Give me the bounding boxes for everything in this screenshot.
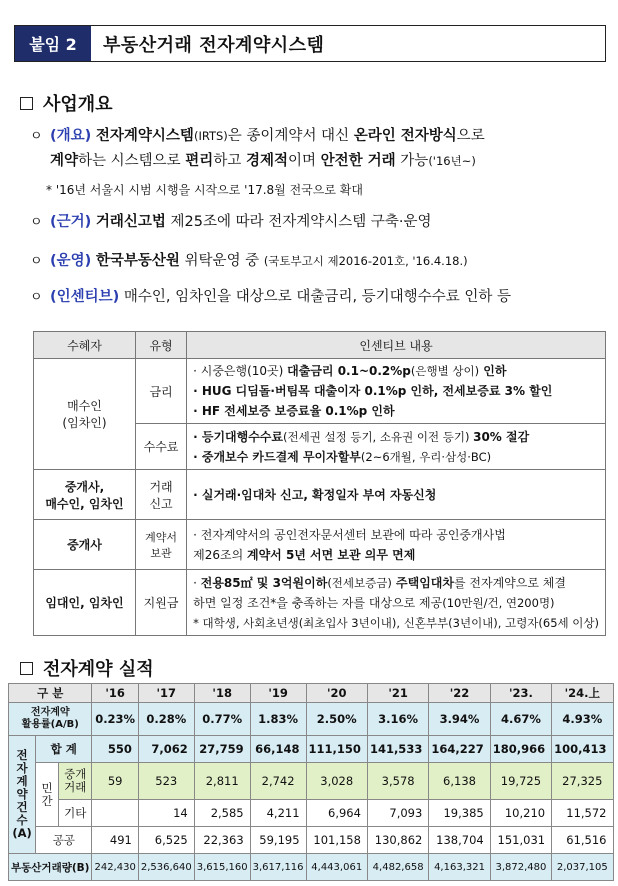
text-run: 대출금리 0.1~0.2%p [287, 364, 411, 378]
bullet-label: (개요) [50, 128, 92, 144]
text-run: · 중개보수 카드결제 무이자할부 [193, 449, 361, 464]
year-cell: '17 [138, 684, 194, 703]
table-row-volume [9, 854, 614, 881]
section-title: 사업개요 [43, 94, 113, 115]
text-run: 주택임대차 [391, 575, 454, 590]
broker-cell: 3,578 [367, 763, 428, 800]
text-run: 은 종이계약서 대신 [227, 128, 354, 144]
public-cell: 6,525 [138, 827, 194, 854]
text-run: 를 전자계약으로 체결 [453, 575, 566, 590]
content-line [193, 381, 599, 401]
volume-cell: 3,872,480 [490, 854, 551, 881]
section-results-heading [20, 655, 154, 681]
overview-text-cont [50, 153, 476, 169]
table-row-total [9, 736, 614, 763]
text-run: 위탁운영 중 [179, 253, 264, 269]
bullet-label: (인센티브) [50, 289, 120, 305]
broker-cell: 6,138 [429, 763, 490, 800]
public-cell: 59,195 [250, 827, 306, 854]
other-cell [92, 800, 138, 827]
year-cell: '24.上 [552, 684, 613, 703]
section-overview-heading [20, 90, 113, 116]
text-run: 하면 일정 조건*을 충족하는 자를 대상으로 제공 [193, 595, 443, 610]
content-line [193, 427, 599, 447]
volume-cell: 4,443,061 [306, 854, 367, 881]
rate-cell: 1.83% [250, 703, 306, 736]
text-run: · 시중은행(10곳) [193, 364, 288, 378]
circle-bullet-icon: ㅇ [30, 290, 43, 305]
circle-bullet-icon: ㅇ [30, 129, 43, 144]
broker-cell: 2,742 [250, 763, 306, 800]
volume-cell: 4,163,321 [429, 854, 490, 881]
text-run: 인하 [479, 364, 507, 378]
text-run: (은행별 상이) [410, 364, 480, 378]
col-header-content: 인센티브 내용 [187, 332, 606, 359]
text-run: 제25조에 따라 전자계약시스템 구축·운영 [165, 214, 432, 230]
text-run: · [193, 575, 201, 590]
public-cell: 130,862 [367, 827, 428, 854]
year-cell: '23. [490, 684, 551, 703]
broker-cell: 19,725 [490, 763, 551, 800]
text-run: 전자계약시스템 [95, 128, 194, 144]
overview-line1 [30, 124, 615, 149]
text-run: · 등기대행수수료 [193, 429, 283, 444]
public-cell: 101,158 [306, 827, 367, 854]
text-run: (전세권 설정 등기, 소유권 이전 등기) [283, 429, 474, 444]
public-cell: 491 [92, 827, 138, 854]
volume-cell: 3,617,116 [250, 854, 306, 881]
text-run: 전용85㎡ 및 3억원이하 [200, 575, 328, 590]
rate-cell: 3.16% [367, 703, 428, 736]
broker-cell: 3,028 [306, 763, 367, 800]
total-label: 합 계 [36, 736, 92, 763]
content-line [193, 573, 599, 593]
broker-cell: 27,325 [552, 763, 613, 800]
total-cell: 27,759 [194, 736, 250, 763]
count-label: 전자 계약 건수 (A) [9, 736, 36, 854]
beneficiary-buyer: 매수인 (임차인) [34, 359, 136, 470]
content-line [193, 485, 599, 505]
text-run: 하는 시스템으로 [78, 153, 186, 169]
content-line [193, 447, 599, 467]
total-cell: 180,966 [490, 736, 551, 763]
table-row-broker [9, 763, 614, 800]
other-cell: 2,585 [194, 800, 250, 827]
rate-cell: 0.23% [92, 703, 138, 736]
total-cell: 141,533 [367, 736, 428, 763]
text-run: (국토부고시 제2016-201호, '16.4.18.) [263, 254, 468, 268]
other-cell: 19,385 [429, 800, 490, 827]
overview-text [96, 128, 485, 144]
text-run: 으로 [456, 128, 485, 144]
results-table [8, 683, 614, 881]
public-cell: 61,516 [552, 827, 613, 854]
text-run: 안전한 거래 [320, 153, 396, 169]
other-cell: 4,211 [250, 800, 306, 827]
type-support: 지원금 [135, 570, 186, 636]
square-bullet-icon [20, 662, 33, 675]
other-label: 기타 [59, 800, 92, 827]
col-header-type: 유형 [135, 332, 186, 359]
beneficiary-broker: 중개사 [34, 520, 136, 570]
overview-line2 [30, 149, 618, 174]
circle-bullet-icon: ㅇ [30, 215, 43, 230]
rate-cell: 0.77% [194, 703, 250, 736]
other-cell: 11,572 [552, 800, 613, 827]
text-run: 계약 [50, 153, 79, 169]
header-label: 구 분 [9, 684, 92, 703]
square-bullet-icon [20, 97, 33, 110]
report-content [187, 470, 606, 520]
text-run: ('16년~) [428, 154, 476, 168]
volume-cell: 4,482,658 [367, 854, 428, 881]
volume-cell: 3,615,160 [194, 854, 250, 881]
text-run: 30% 절감 [473, 429, 530, 444]
other-cell: 10,210 [490, 800, 551, 827]
fee-content [187, 424, 606, 470]
incentive-line [30, 285, 615, 310]
basis-line [30, 210, 615, 235]
other-cell: 6,964 [306, 800, 367, 827]
volume-cell: 242,430 [92, 854, 138, 881]
type-fee: 수수료 [135, 424, 186, 470]
public-label: 공공 [36, 827, 92, 854]
year-cell: '21 [367, 684, 428, 703]
text-run: 하고 [213, 153, 246, 169]
content-line [193, 613, 599, 633]
bullet-label: (근거) [50, 214, 92, 230]
public-cell: 138,704 [429, 827, 490, 854]
text-run: (전세보증금) [327, 575, 392, 590]
text-run: (IRTS) [193, 129, 228, 143]
beneficiary-landlord: 임대인, 임차인 [34, 570, 136, 636]
text-run: 거래신고법 [95, 214, 166, 230]
broker-cell: 59 [92, 763, 138, 800]
year-cell: '22 [429, 684, 490, 703]
content-line [193, 401, 599, 421]
text-run: (10만원/건, 연200명) [442, 595, 555, 610]
rate-cell: 3.94% [429, 703, 490, 736]
table-row-public [9, 827, 614, 854]
text-run: · 전자계약서의 공인전자문서센터 보관에 따라 공인중개사법 [193, 527, 506, 542]
incentive-text [124, 289, 511, 305]
page-title: 부동산거래 전자계약시스템 [103, 34, 325, 56]
text-run: 한국부동산원 [95, 253, 180, 269]
type-rate: 금리 [135, 359, 186, 424]
public-cell: 151,031 [490, 827, 551, 854]
attachment-tag: 붙임 2 [15, 26, 91, 61]
attachment-header [14, 25, 606, 62]
year-cell: '19 [250, 684, 306, 703]
text-run: (2~6개월, 우리·삼성·BC) [360, 449, 492, 464]
rate-cell: 4.93% [552, 703, 613, 736]
rate-cell: 2.50% [306, 703, 367, 736]
year-cell: '20 [306, 684, 367, 703]
text-run: 이며 [287, 153, 321, 169]
public-cell: 22,363 [194, 827, 250, 854]
total-cell: 164,227 [429, 736, 490, 763]
total-cell: 7,062 [138, 736, 194, 763]
bullet-label: (운영) [50, 253, 92, 269]
circle-bullet-icon: ㅇ [30, 254, 43, 269]
broker-label: 중개 거래 [59, 763, 92, 800]
volume-label: 부동산거래량(B) [9, 854, 92, 881]
total-cell: 100,413 [552, 736, 613, 763]
section-title: 전자계약 실적 [43, 659, 154, 680]
keep-content [187, 520, 606, 570]
text-run: 편리 [185, 153, 214, 169]
broker-cell: 2,811 [194, 763, 250, 800]
table-row-header [9, 684, 614, 703]
volume-cell: 2,037,105 [552, 854, 613, 881]
other-cell: 7,093 [367, 800, 428, 827]
text-run: · HF 전세보증 보증료율 0.1%p 인하 [193, 404, 395, 418]
text-run: 가능 [395, 153, 429, 169]
content-line [193, 545, 599, 565]
support-content [187, 570, 606, 636]
year-cell: '18 [194, 684, 250, 703]
content-line [193, 525, 599, 545]
rate-cell: 4.67% [490, 703, 551, 736]
private-label: 민 간 [36, 763, 59, 827]
text-run: 계약서 5년 서면 보관 의무 면제 [246, 547, 416, 562]
text-run: 제26조의 [193, 547, 247, 562]
type-keep: 계약서 보관 [135, 520, 186, 570]
rate-label: 전자계약 활용률(A/B) [9, 703, 92, 736]
text-run: 경제적 [245, 153, 288, 169]
content-line [193, 593, 599, 613]
table-row-rate [9, 703, 614, 736]
incentive-table [33, 331, 606, 636]
overview-note: * '16년 서울시 시범 시행을 시작으로 '17.8월 전국으로 확대 [46, 183, 363, 197]
text-run: 매수인, 임차인을 대상으로 대출금리, 등기대행수수료 인하 등 [123, 289, 511, 305]
total-cell: 550 [92, 736, 138, 763]
table-row-other [9, 800, 614, 827]
operation-text [96, 253, 468, 269]
rate-content [187, 359, 606, 424]
year-cell: '16 [92, 684, 138, 703]
col-header-beneficiary: 수혜자 [34, 332, 136, 359]
total-cell: 111,150 [306, 736, 367, 763]
operation-line [30, 249, 615, 274]
basis-text [96, 214, 432, 230]
total-cell: 66,148 [250, 736, 306, 763]
text-run: 온라인 전자방식 [353, 128, 457, 144]
volume-cell: 2,536,640 [138, 854, 194, 881]
rate-cell: 0.28% [138, 703, 194, 736]
broker-cell: 523 [138, 763, 194, 800]
content-line [193, 361, 599, 381]
text-run: · 실거래·임대차 신고, 확정일자 부여 자동신청 [193, 487, 437, 502]
type-report: 거래 신고 [135, 470, 186, 520]
other-cell: 14 [138, 800, 194, 827]
beneficiary-broker-all: 중개사, 매수인, 임차인 [34, 470, 136, 520]
text-run: · HUG 디딤돌·버팀목 대출이자 0.1%p 인하, 전세보증료 3% 할인 [193, 384, 553, 398]
text-run: * 대학생, 사회초년생(최초입사 3년이내), 신혼부부(3년이내), 고령자(65세 이상) [193, 615, 599, 630]
